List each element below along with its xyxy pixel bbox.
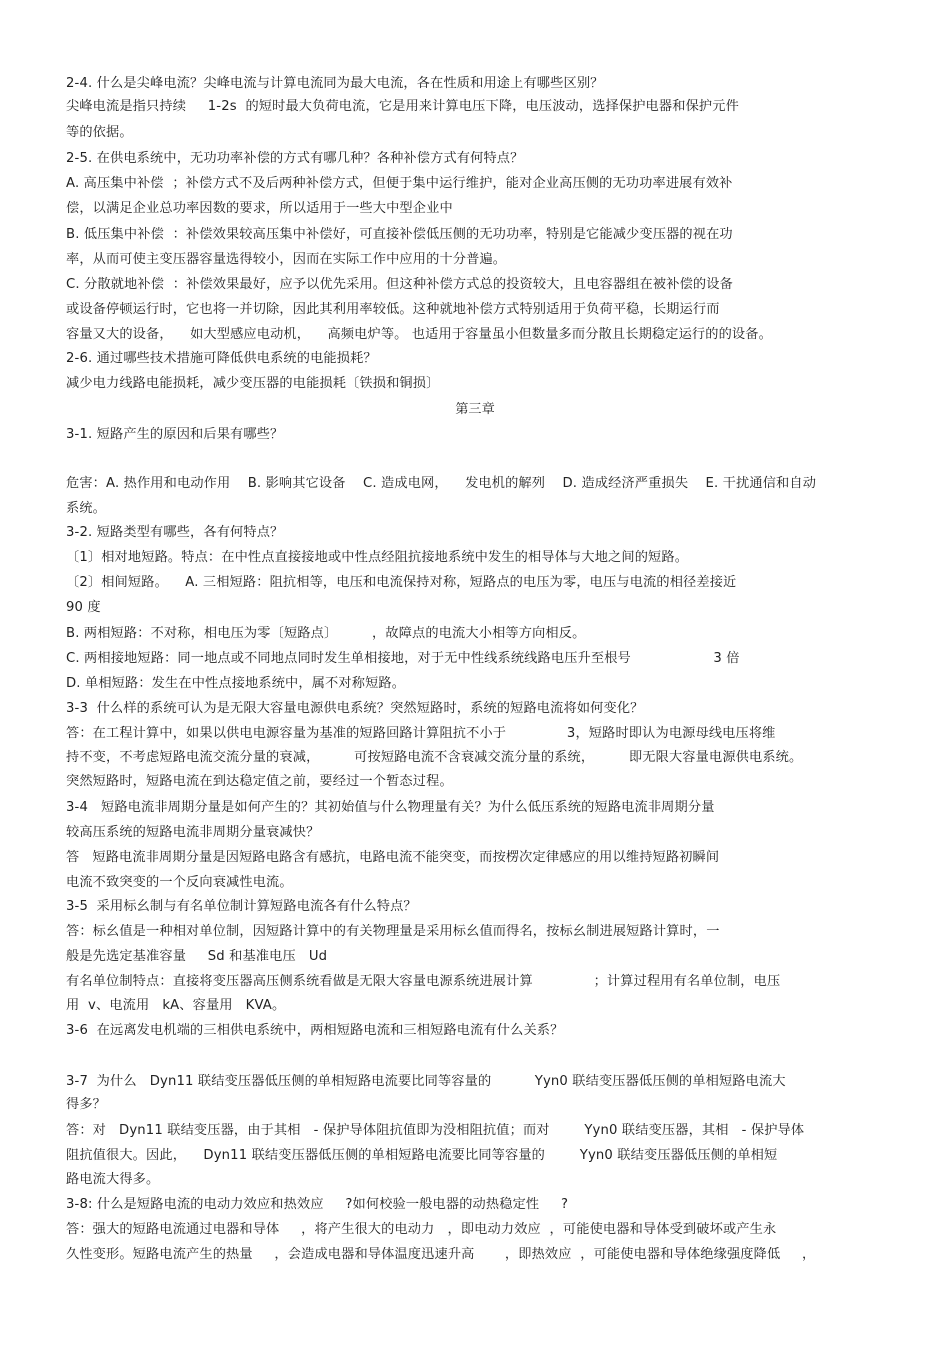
text-line: 答：在工程计算中，如果以供电电源容量为基准的短路回路计算阻抗不小于 3，短路时即认为电源母线电压将维 — [66, 726, 776, 741]
text-line: 3-5 采用标幺制与有名单位制计算短路电流各有什么特点？ — [66, 899, 417, 914]
text-line: 3-2. 短路类型有哪些，各有何特点？ — [66, 525, 284, 540]
text-line: 3-6 在远离发电机端的三相供电系统中，两相短路电流和三相短路电流有什么关系？ — [66, 1023, 564, 1038]
text-line: 有名单位制特点：直接将变压器高压侧系统看做是无限大容量电源系统进展计算 ；计算过程用有名单位制，电压 — [66, 974, 781, 989]
text-line: 答：强大的短路电流通过电器和导体 ，将产生很大的电动力 ，即电动力效应 ，可能使电器和导体受到破坏或产生永 — [66, 1222, 777, 1237]
text-line: 用 v、电流用 kA、容量用 KVA。 — [66, 998, 286, 1013]
text-line: 突然短路时，短路电流在到达稳定值之前，要经过一个暂态过程。 — [66, 774, 453, 789]
text-line: 3-8: 什么是短路电流的电动力效应和热效应 ?如何校验一般电器的动热稳定性 ? — [66, 1197, 569, 1212]
text-line: 容量又大的设备， 如大型感应电动机， 高频电炉等。 也适用于容量虽小但数量多而分散且长期稳定运行的的设备。 — [66, 327, 772, 342]
text-line: 答 短路电流非周期分量是因短路电路含有感抗，电路电流不能突变，而按楞次定律感应的用以维持短路初瞬间 — [66, 850, 720, 865]
text-line: 2-5. 在供电系统中，无功功率补偿的方式有哪几种？各种补偿方式有何特点？ — [66, 151, 524, 166]
text-line: 持不变，不考虑短路电流交流分量的衰减， 可按短路电流不含衰减交流分量的系统， 即无限大容量电源供电系统。 — [66, 750, 803, 765]
text-line: 〔2〕相间短路。 A. 三相短路：阻抗相等，电压和电流保持对称，短路点的电压为零，电压与电流的相径差接近 — [66, 575, 737, 590]
text-line: 阻抗值很大。因此， Dyn11 联结变压器低压侧的单相短路电流要比同等容量的 Yyn0 联结变压器低压侧的单相短 — [66, 1148, 778, 1163]
text-line: 3-1. 短路产生的原因和后果有哪些？ — [66, 427, 284, 442]
text-line: 尖峰电流是指只持续 1-2s 的短时最大负荷电流，它是用来计算电压下降，电压波动，选择保护电器和保护元件 — [66, 99, 739, 114]
text-line: 久性变形。短路电流产生的热量 ，会造成电器和导体温度迅速升高 ，即热效应 ，可能使电器和导体绝缘强度降低 ， — [66, 1247, 816, 1262]
text-line: 般是先选定基准容量 Sd 和基准电压 Ud — [66, 949, 328, 964]
text-line: 得多？ — [66, 1097, 107, 1112]
text-line: 3-4 短路电流非周期分量是如何产生的？其初始值与什么物理量有关？为什么低压系统的短路电流非周期分量 — [66, 800, 715, 815]
text-line: 90 度 — [66, 600, 101, 615]
text-line: 电流不致突变的一个反向衰减性电流。 — [66, 875, 293, 890]
text-line: 等的依据。 — [66, 125, 133, 140]
text-line: 减少电力线路电能损耗，减少变压器的电能损耗〔铁损和铜损〕 — [66, 376, 440, 391]
text-line: 2-4. 什么是尖峰电流？尖峰电流与计算电流同为最大电流，各在性质和用途上有哪些区别？ — [66, 76, 604, 91]
text-line: 3-7 为什么 Dyn11 联结变压器低压侧的单相短路电流要比同等容量的 Yyn0 联结变压器低压侧的单相短路电流大 — [66, 1074, 786, 1089]
text-line: 答：对 Dyn11 联结变压器，由于其相 - 保护导体阻抗值即为没相阻抗值；而对 Yyn0 联结变压器，其相 - 保护导体 — [66, 1123, 805, 1138]
text-line: 率，从而可使主变压器容量选得较小，因而在实际工作中应用的十分普遍。 — [66, 252, 507, 267]
chapter-title: 第三章 — [455, 402, 495, 417]
text-line: B. 两相短路：不对称，相电压为零〔短路点〕 ，故障点的电流大小相等方向相反。 — [66, 626, 586, 641]
text-line: A. 高压集中补偿 ；补偿方式不及后两种补偿方式，但便于集中运行维护，能对企业高压侧的无功功率进展有效补 — [66, 176, 733, 191]
text-line: 系统。 — [66, 501, 107, 516]
text-line: C. 分散就地补偿 ：补偿效果最好，应予以优先采用。但这种补偿方式总的投资较大，且电容器组在被补偿的设备 — [66, 277, 733, 292]
text-line: 路电流大得多。 — [66, 1172, 160, 1187]
text-line: 较高压系统的短路电流非周期分量衰减快？ — [66, 825, 320, 840]
text-line: B. 低压集中补偿 ：补偿效果较高压集中补偿好，可直接补偿低压侧的无功功率，特别是它能减少变压器的视在功 — [66, 227, 733, 242]
text-line: 2-6. 通过哪些技术措施可降低供电系统的电能损耗？ — [66, 351, 377, 366]
text-line: 〔1〕相对地短路。特点：在中性点直接接地或中性点经阻抗接地系统中发生的相导体与大地之间的短路。 — [66, 550, 689, 565]
text-line: C. 两相接地短路：同一地点或不同地点同时发生单相接地，对于无中性线系统线路电压升至根号 3 倍 — [66, 651, 740, 666]
text-line: 或设备停顿运行时，它也将一并切除，因此其利用率较低。这种就地补偿方式特别适用于负荷平稳，长期运行而 — [66, 302, 720, 317]
text-line: 答：标幺值是一种相对单位制，因短路计算中的有关物理量是采用标幺值而得名，按标幺制进展短路计算时，一 — [66, 924, 720, 939]
text-line: D. 单相短路：发生在中性点接地系统中，属不对称短路。 — [66, 676, 406, 691]
text-line: 偿，以满足企业总功率因数的要求，所以适用于一些大中型企业中 — [66, 201, 453, 216]
text-line: 危害：A. 热作用和电动作用 B. 影响其它设备 C. 造成电网， 发电机的解列 D. 造成经济严重损失 E. 干扰通信和自动 — [66, 476, 817, 491]
text-line: 3-3 什么样的系统可认为是无限大容量电源供电系统？突然短路时，系统的短路电流将如何变化？ — [66, 701, 644, 716]
